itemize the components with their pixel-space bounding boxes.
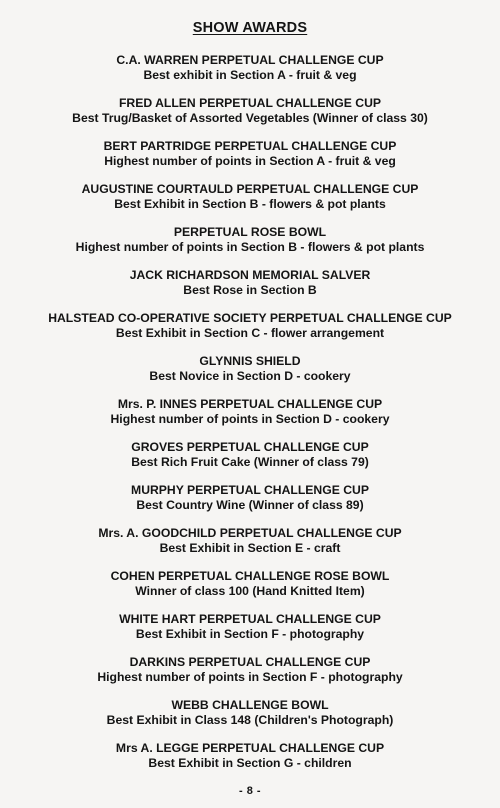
page-title: SHOW AWARDS: [192, 20, 308, 36]
award-item: [0, 139, 500, 182]
award-description: Best Exhibit in Section F - photography: [135, 627, 365, 641]
award-item: [0, 526, 500, 569]
award-description: Best Novice in Section D - cookery: [149, 369, 351, 383]
award-item: [0, 225, 500, 268]
award-item: [0, 268, 500, 311]
award-name: JACK RICHARDSON MEMORIAL SALVER: [129, 268, 371, 282]
page-number: - 8 -: [238, 785, 262, 797]
award-name: Mrs. A. GOODCHILD PERPETUAL CHALLENGE CUP: [98, 526, 402, 540]
award-item: [0, 569, 500, 612]
award-description: Highest number of points in Section D - cookery: [110, 412, 390, 426]
award-name: Mrs. P. INNES PERPETUAL CHALLENGE CUP: [117, 397, 383, 411]
award-name: DARKINS PERPETUAL CHALLENGE CUP: [129, 655, 371, 669]
award-name: AUGUSTINE COURTAULD PERPETUAL CHALLENGE CUP: [81, 182, 419, 196]
award-description: Highest number of points in Section A - fruit & veg: [104, 154, 396, 168]
award-description: Best exhibit in Section A - fruit & veg: [143, 68, 357, 82]
award-description: Best Exhibit in Section C - flower arrangement: [115, 326, 385, 340]
award-item: [0, 397, 500, 440]
award-item: [0, 741, 500, 784]
award-description: Highest number of points in Section F - photography: [97, 670, 403, 684]
award-name: GROVES PERPETUAL CHALLENGE CUP: [131, 440, 369, 454]
award-name: GLYNNIS SHIELD: [199, 354, 301, 368]
award-name: WEBB CHALLENGE BOWL: [171, 698, 329, 712]
award-item: [0, 483, 500, 526]
award-name: FRED ALLEN PERPETUAL CHALLENGE CUP: [118, 96, 382, 110]
award-item: [0, 698, 500, 741]
award-description: Best Exhibit in Section G - children: [148, 756, 352, 770]
award-name: Mrs A. LEGGE PERPETUAL CHALLENGE CUP: [115, 741, 385, 755]
award-description: Highest number of points in Section B - flowers & pot plants: [75, 240, 425, 254]
award-item: [0, 96, 500, 139]
awards-list: [0, 53, 500, 784]
award-name: PERPETUAL ROSE BOWL: [173, 225, 327, 239]
award-item: [0, 354, 500, 397]
award-description: Best Rose in Section B: [183, 283, 317, 297]
award-name: BERT PARTRIDGE PERPETUAL CHALLENGE CUP: [103, 139, 397, 153]
award-item: [0, 53, 500, 96]
award-description: Winner of class 100 (Hand Knitted Item): [135, 584, 365, 598]
award-description: Best Exhibit in Section E - craft: [159, 541, 341, 555]
award-description: Best Exhibit in Section B - flowers & pot plants: [114, 197, 386, 211]
award-name: MURPHY PERPETUAL CHALLENGE CUP: [131, 483, 369, 497]
award-description: Best Trug/Basket of Assorted Vegetables (Winner of class 30): [72, 111, 428, 125]
award-name: C.A. WARREN PERPETUAL CHALLENGE CUP: [116, 53, 384, 67]
award-description: Best Rich Fruit Cake (Winner of class 79): [131, 455, 369, 469]
award-description: Best Exhibit in Class 148 (Children's Photograph): [106, 713, 394, 727]
award-name: COHEN PERPETUAL CHALLENGE ROSE BOWL: [110, 569, 390, 583]
award-item: [0, 311, 500, 354]
award-description: Best Country Wine (Winner of class 89): [136, 498, 364, 512]
award-name: HALSTEAD CO-OPERATIVE SOCIETY PERPETUAL CHALLENGE CUP: [48, 311, 452, 325]
award-item: [0, 655, 500, 698]
award-item: [0, 182, 500, 225]
award-name: WHITE HART PERPETUAL CHALLENGE CUP: [119, 612, 381, 626]
award-item: [0, 612, 500, 655]
award-item: [0, 440, 500, 483]
